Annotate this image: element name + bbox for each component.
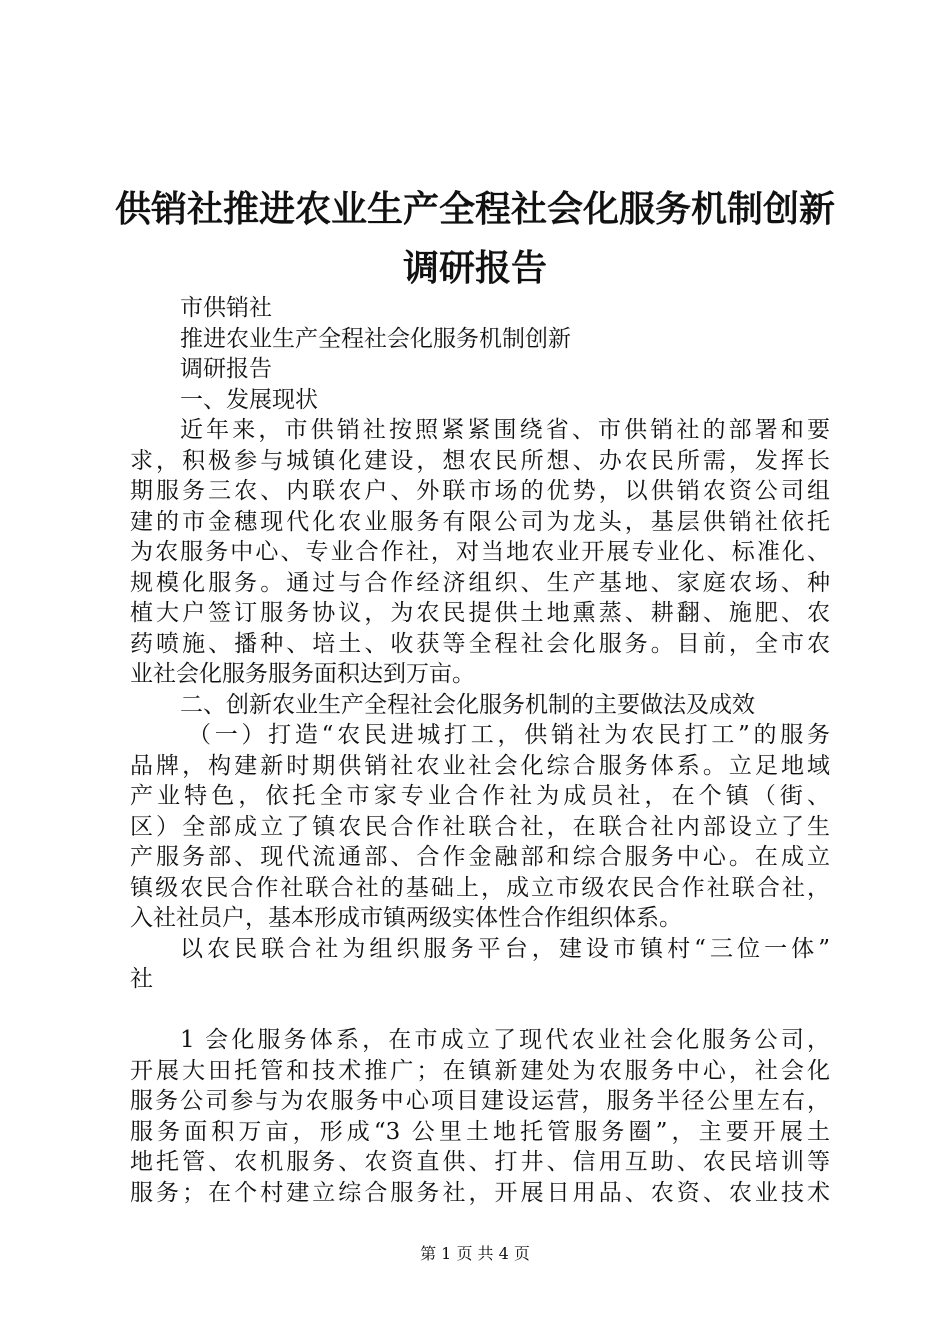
body-line: 入社社员户，基本形成市镇两级实体性合作组织体系。 (130, 905, 682, 931)
document-title-line-1: 供销社推进农业生产全程社会化服务机制创新 (114, 189, 835, 230)
body-line: 建的市金穗现代化农业服务有限公司为龙头，基层供销社依托 (130, 508, 830, 535)
body-line: 1 会化服务体系，在市成立了现代农业社会化服务公司， (180, 1027, 830, 1053)
body-line: 社 (130, 966, 153, 992)
body-line: 药喷施、播种、培土、收获等全程社会化服务。目前，全市农 (130, 630, 830, 657)
document-title-line-2: 调研报告 (402, 248, 547, 289)
body-line: （一）打造“农民进城打工，供销社为农民打工”的服务 (188, 722, 830, 748)
body-line: 调研报告 (180, 356, 272, 382)
body-line: 期服务三农、内联农户、外联市场的优势，以供销农资公司组 (130, 478, 830, 504)
page-footer: 第 1 页 共 4 页 (420, 1244, 530, 1263)
body-line: 镇级农民合作社联合社的基础上，成立市级农民合作社联合社， (130, 874, 830, 901)
body-line: 服务；在个村建立综合服务社，开展日用品、农资、农业技术 (130, 1179, 830, 1206)
section-heading: 一、发展现状 (180, 386, 318, 413)
body-line: 产服务部、现代流通部、合作金融部和综合服务中心。在成立 (130, 844, 830, 870)
body-line: 服务公司参与为农服务中心项目建设运营，服务半径公里左右， (130, 1088, 830, 1114)
body-line: 推进农业生产全程社会化服务机制创新 (180, 325, 571, 352)
body-line: 近年来，市供销社按照紧紧围绕省、市供销社的部署和要 (180, 417, 830, 443)
body-line: 植大户签订服务协议，为农民提供土地熏蒸、耕翻、施肥、农 (130, 600, 830, 626)
body-line: 规模化服务。通过与合作经济组织、生产基地、家庭农场、种 (130, 569, 830, 596)
section-heading: 二、创新农业生产全程社会化服务机制的主要做法及成效 (180, 691, 755, 718)
body-line: 区）全部成立了镇农民合作社联合社，在联合社内部设立了生 (130, 813, 830, 840)
body-line: 为农服务中心、专业合作社，对当地农业开展专业化、标准化、 (130, 539, 830, 565)
body-line: 服务面积万亩，形成“3 公里土地托管服务圈”，主要开展土 (130, 1118, 830, 1145)
body-line: 开展大田托管和技术推广；在镇新建处为农服务中心，社会化 (130, 1057, 830, 1084)
body-line: 产业特色，依托全市家专业合作社为成员社，在个镇（街、 (130, 783, 830, 809)
document-body (130, 293, 830, 1208)
blank-line (130, 995, 830, 1026)
body-line: 地托管、农机服务、农资直供、打井、信用互助、农民培训等 (130, 1149, 830, 1175)
body-line: 求，积极参与城镇化建设，想农民所想、办农民所需，发挥长 (130, 447, 830, 474)
body-line: 业社会化服务服务面积达到万亩。 (130, 661, 475, 687)
body-line: 以农民联合社为组织服务平台，建设市镇村“三位一体” (180, 935, 830, 962)
body-line: 品牌，构建新时期供销社农业社会化综合服务体系。立足地域 (130, 752, 830, 779)
body-line: 市供销社 (180, 295, 272, 321)
